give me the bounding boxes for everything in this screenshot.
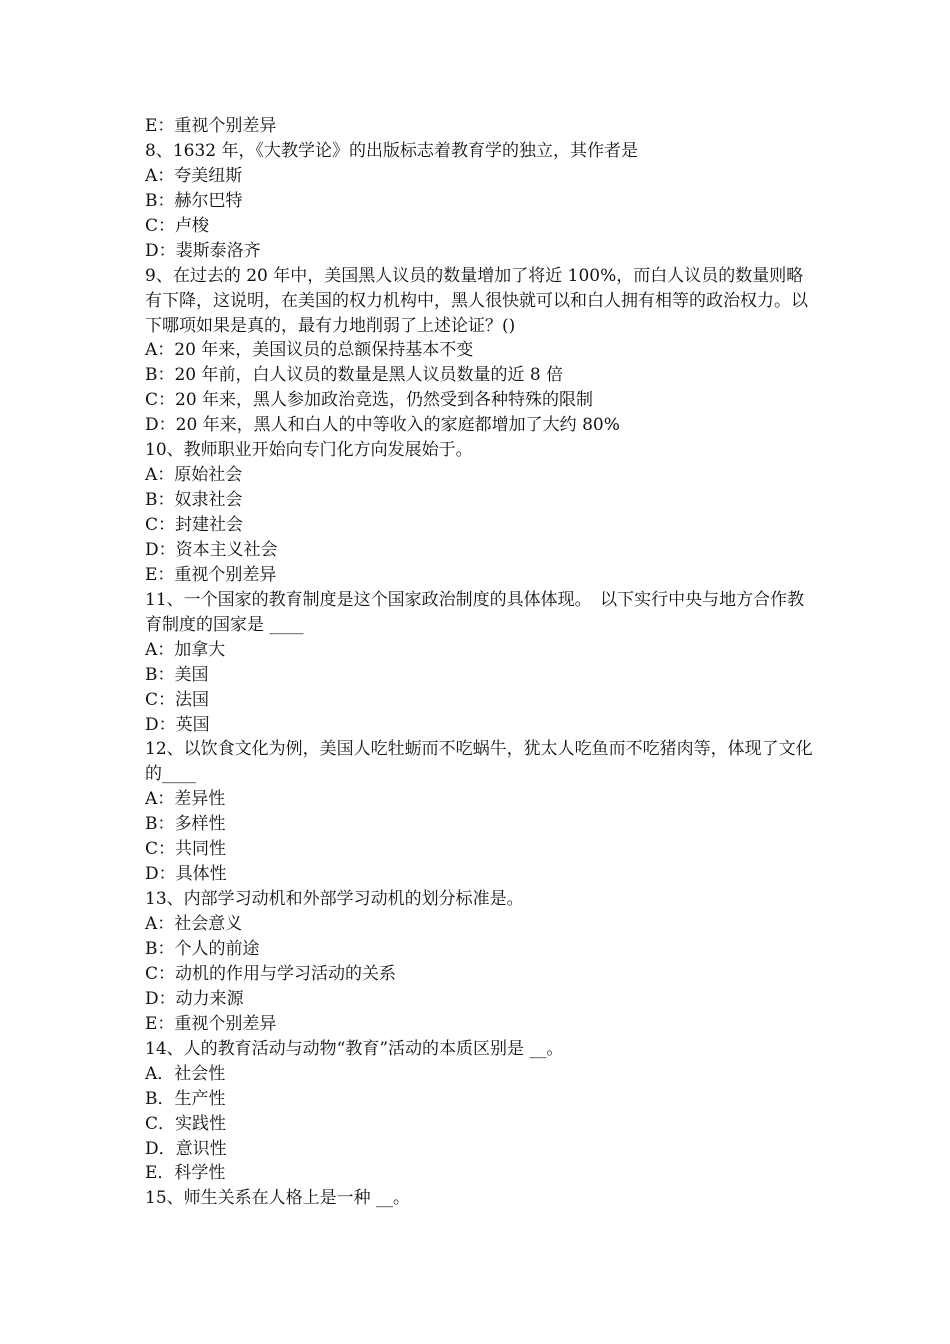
option-line: B：多样性 [145, 814, 226, 835]
option-line: B：个人的前途 [145, 939, 260, 959]
option-line: E：重视个别差异 [145, 1013, 277, 1034]
option-line: E：重视个别差异 [145, 116, 277, 136]
question-9-stem: 9、在过去的 20 年中，美国黑人议员的数量增加了将近 100%，而白人议员的数量则略有下降，这说明，在美国的权力机构中，黑人很快就可以和白人拥有相等的政治权力。以下哪项如果是真的，最有力地削弱了上述论证？() [145, 265, 808, 336]
option-line: C：共同性 [145, 839, 227, 860]
option-line: C：20 年来，黑人参加政治竞选，仍然受到各种特殊的限制 [145, 390, 594, 411]
option-line: C：法国 [145, 689, 210, 710]
question-12-stem: 12、以饮食文化为例，美国人吃牡蛎而不吃蜗牛，犹太人吃鱼而不吃猪肉等，体现了文化的____ [145, 739, 813, 785]
option-line: C：封建社会 [145, 515, 244, 536]
question-15-stem: 15、师生关系在人格上是一种 __。 [145, 1188, 411, 1209]
question-8-stem: 8、1632 年，《大教学论》的出版标志着教育学的独立，其作者是 [145, 140, 638, 161]
option-line: A．社会性 [145, 1063, 226, 1084]
option-line: A：原始社会 [145, 465, 243, 486]
option-line: B：美国 [145, 664, 209, 685]
option-line: A：差异性 [145, 789, 226, 810]
question-14-stem: 14、人的教育活动与动物“教育”活动的本质区别是 __。 [145, 1038, 564, 1059]
option-line: D：20 年来，黑人和白人的中等收入的家庭都增加了大约 80% [145, 415, 620, 436]
option-line: A：社会意义 [145, 914, 243, 935]
option-line: D：英国 [145, 714, 210, 735]
option-line: D：裴斯泰洛齐 [145, 240, 261, 261]
option-line: A：夸美纽斯 [145, 165, 243, 186]
option-line: E．科学性 [145, 1163, 226, 1184]
option-line: B：20 年前，白人议员的数量是黑人议员数量的近 8 倍 [145, 365, 564, 386]
option-line: B．生产性 [145, 1088, 226, 1109]
option-line: A：加拿大 [145, 639, 226, 660]
option-line: B：赫尔巴特 [145, 190, 243, 211]
option-line: D：具体性 [145, 864, 227, 885]
option-line: C：动机的作用与学习活动的关系 [145, 963, 397, 984]
document-page [145, 114, 815, 1211]
option-line: C：卢梭 [145, 215, 210, 236]
option-line: C．实践性 [145, 1113, 227, 1134]
question-11-stem: 11、一个国家的教育制度是这个国家政治制度的具体体现。 以下实行中央与地方合作教育制度的国家是 ____ [145, 589, 805, 635]
question-10-stem: 10、教师职业开始向专门化方向发展始于。 [145, 440, 473, 461]
option-line: E：重视个别差异 [145, 564, 277, 585]
option-line: D：动力来源 [145, 988, 244, 1009]
option-line: D：资本主义社会 [145, 539, 278, 560]
option-line: B：奴隶社会 [145, 490, 243, 511]
option-line: A：20 年来，美国议员的总额保持基本不变 [145, 340, 474, 361]
question-13-stem: 13、内部学习动机和外部学习动机的划分标准是。 [145, 889, 524, 910]
option-line: D．意识性 [145, 1138, 227, 1159]
